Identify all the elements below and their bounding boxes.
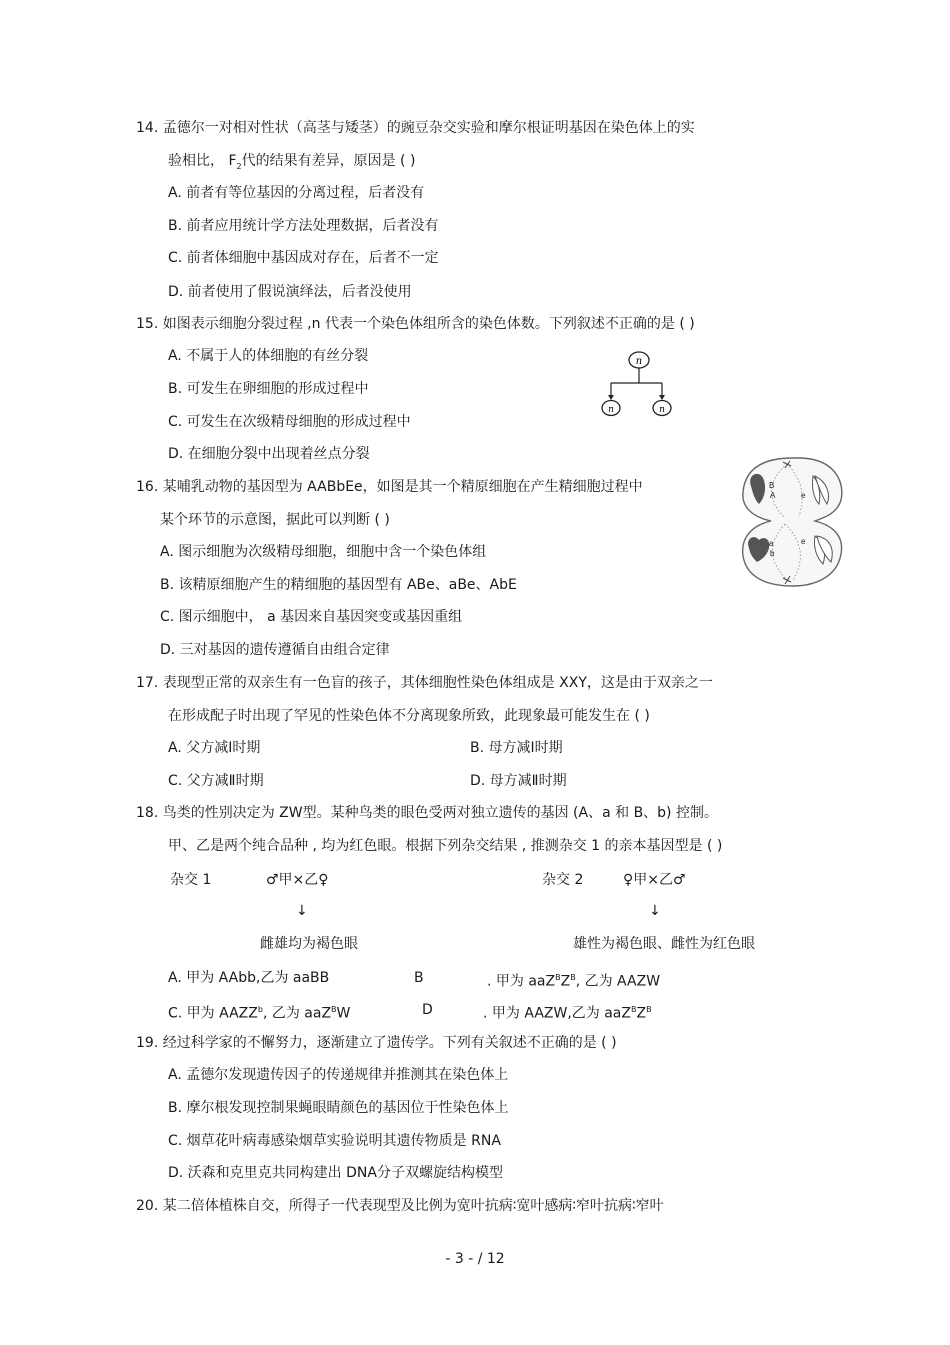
q19-stem: 19. 经过科学家的不懈努力，逐渐建立了遗传学。下列有关叙述不正确的是 ( ): [136, 1035, 617, 1051]
fig-gene-a: a: [769, 539, 774, 548]
fig-gene-e-bottom: e: [801, 537, 806, 546]
q17-option-b: B. 母方减Ⅰ时期: [470, 740, 563, 756]
q15-option-c: C. 可发生在次级精母细胞的形成过程中: [168, 414, 411, 430]
cross1-label: 杂交 1: [170, 872, 212, 888]
q17-option-a: A. 父方减Ⅰ时期: [168, 740, 261, 756]
q16-option-b: B. 该精原细胞产生的精细胞的基因型有 ABe、aBe、AbE: [160, 577, 517, 593]
q15-option-d: D. 在细胞分裂中出现着丝点分裂: [168, 446, 370, 462]
q16-option-a: A. 图示细胞为次级精母细胞，细胞中含一个染色体组: [160, 544, 487, 560]
q16-stem-line1: 16. 某哺乳动物的基因型为 AABbEe，如图是其一个精原细胞在产生精细胞过程中: [136, 479, 643, 495]
cross2-label: 杂交 2: [542, 872, 584, 888]
q18-option-d-letter: D: [422, 1002, 433, 1018]
q15-option-b: B. 可发生在卵细胞的形成过程中: [168, 381, 369, 397]
q20-stem: 20. 某二倍体植株自交，所得子一代表现型及比例为宽叶抗病∶宽叶感病∶窄叶抗病∶窄叶: [136, 1198, 664, 1214]
cross2-result: 雄性为褐色眼、雌性为红色眼: [573, 936, 755, 952]
q17-stem-line2: 在形成配子时出现了罕见的性染色体不分离现象所致，此现象最可能发生在 ( ): [168, 708, 650, 724]
q14-option-b: B. 前者应用统计学方法处理数据，后者没有: [168, 218, 439, 234]
q19-option-d: D. 沃森和克里克共同构建出 DNA分子双螺旋结构模型: [168, 1165, 503, 1181]
q15-stem: 15. 如图表示细胞分裂过程 ,n 代表一个染色体组所含的染色体数。下列叙述不正确的是 ( ): [136, 316, 695, 332]
q17-option-d: D. 母方减Ⅱ时期: [470, 773, 567, 789]
cross1-arrow: ↓: [296, 903, 308, 919]
q17-stem-line1: 17. 表现型正常的双亲生有一色盲的孩子，其体细胞性染色体组成是 XXY，这是由于双亲之一: [136, 675, 713, 691]
cross1-result: 雌雄均为褐色眼: [260, 936, 358, 952]
q18-stem-line1: 18. 鸟类的性别决定为 ZW型。某种鸟类的眼色受两对独立遗传的基因 (A、a 和 B、b) 控制。: [136, 805, 718, 821]
q18-option-b-letter: B: [414, 970, 424, 986]
q14-option-a: A. 前者有等位基因的分离过程，后者没有: [168, 185, 425, 201]
q14-stem-line1: 14. 孟德尔一对相对性状（高茎与矮茎）的豌豆杂交实验和摩尔根证明基因在染色体上的实: [136, 120, 695, 136]
fig-gene-A: A: [770, 491, 776, 500]
q19-option-b: B. 摩尔根发现控制果蝇眼睛颜色的基因位于性染色体上: [168, 1100, 509, 1116]
q17-option-c: C. 父方减Ⅱ时期: [168, 773, 264, 789]
q18-stem-line2: 甲、乙是两个纯合品种 , 均为红色眼。根据下列杂交结果 , 推测杂交 1 的亲本基因型是 ( ): [168, 838, 723, 854]
cross2-parents: ♀甲×乙♂: [623, 872, 686, 888]
page-number: - 3 - / 12: [445, 1251, 505, 1267]
cell-division-diagram: [595, 345, 685, 425]
q14-option-c: C. 前者体细胞中基因成对存在，后者不一定: [168, 250, 439, 266]
q14-option-d: D. 前者使用了假说演绎法，后者没使用: [168, 284, 412, 300]
q18-option-a: A. 甲为 AAbb,乙为 aaBB: [168, 970, 330, 986]
fig-top-n: n: [635, 356, 643, 367]
q16-option-d: D. 三对基因的遗传遵循自由组合定律: [160, 642, 390, 658]
spermatocyte-figure: [737, 452, 849, 590]
q14-stem-line2: 验相比， $F_2$代的结果有差异，原因是 ( ): [168, 153, 416, 171]
fig-gene-B: B: [769, 481, 775, 490]
q18-option-c: C. 甲为 AAZZ$^b$, 乙为 aaZ$^B$W: [168, 1005, 351, 1022]
q16-option-c: C. 图示细胞中， a 基因来自基因突变或基因重组: [160, 609, 463, 625]
q19-option-c: C. 烟草花叶病毒感染烟草实验说明其遗传物质是 RNA: [168, 1133, 501, 1149]
fig-right-n: n: [659, 405, 665, 415]
cross1-parents: ♂甲×乙♀: [266, 872, 329, 888]
fig-gene-b: b: [770, 549, 775, 558]
q15-option-a: A. 不属于人的体细胞的有丝分裂: [168, 348, 369, 364]
q18-option-b: . 甲为 $aaZ^BZ^B$, 乙为 AAZW: [487, 973, 661, 990]
fig-left-n: n: [608, 405, 614, 415]
q19-option-a: A. 孟德尔发现遗传因子的传递规律并推测其在染色体上: [168, 1067, 509, 1083]
q16-stem-line2: 某个环节的示意图，据此可以判断 ( ): [160, 512, 390, 528]
q18-option-d: . 甲为 AAZW,乙为 $aaZ^BZ^B$: [483, 1005, 652, 1022]
fig-gene-e-top: e: [801, 491, 806, 500]
cross2-arrow: ↓: [649, 903, 661, 919]
